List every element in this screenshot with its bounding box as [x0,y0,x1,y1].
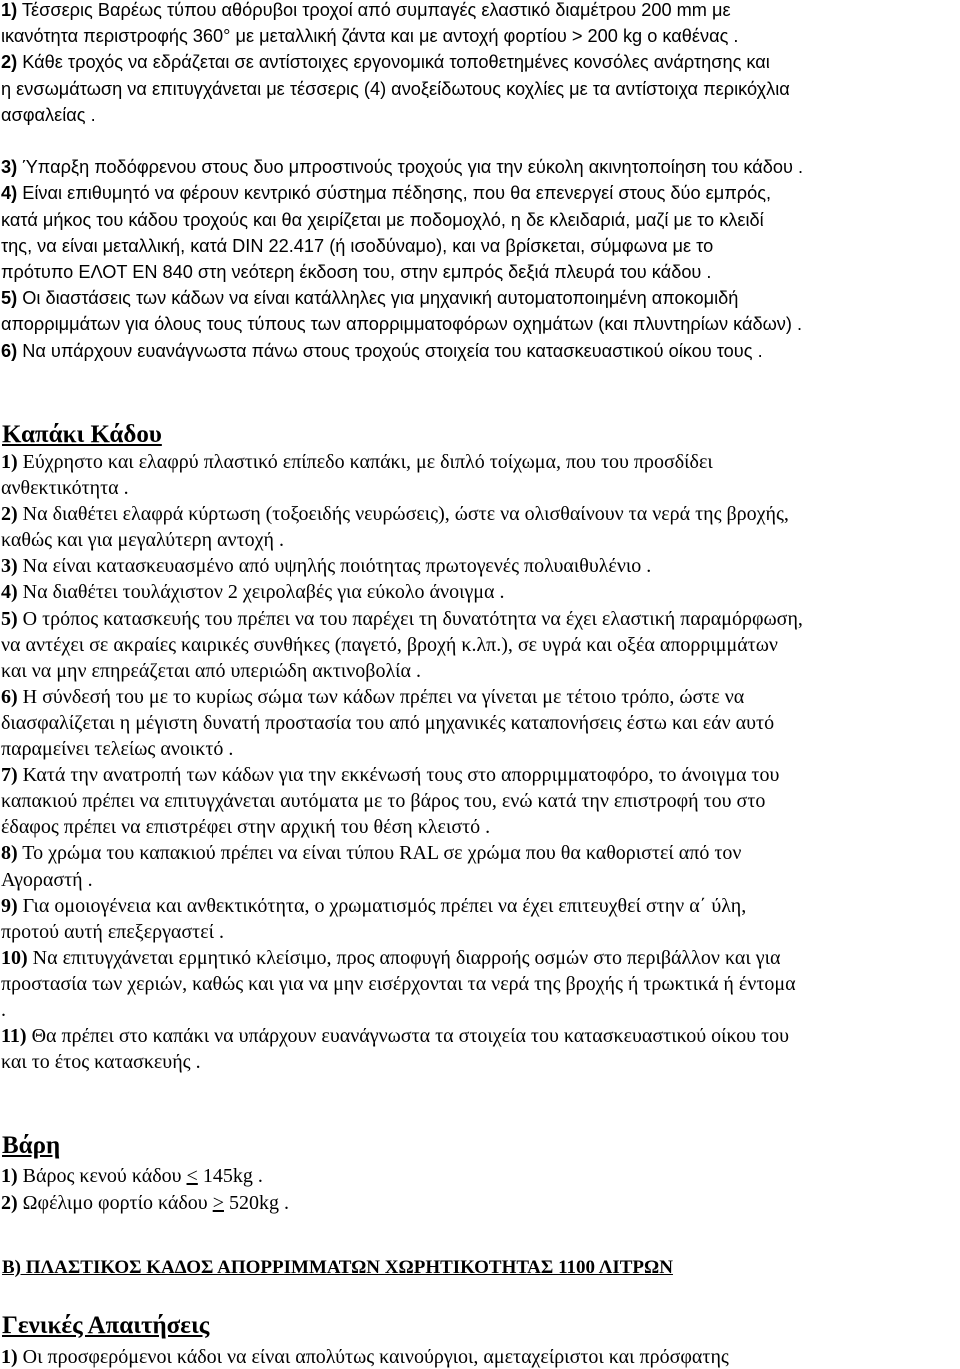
text-line [1,945,960,971]
text-line [1,919,960,945]
weights-item-2-text: Ωφέλιμο φορτίο κάδου [17,1192,213,1214]
line-text: ανθεκτικότητα . [1,477,129,500]
item-number: 10) [1,946,28,969]
item-number: 2) [1,52,18,73]
line-text: καθώς και για μεγαλύτερη αντοχή . [1,529,284,552]
text-line [1,867,960,893]
line-text: απορριμμάτων για όλους τους τύπους των απορριμματοφόρων οχημάτων (και πλυντηρίων κάδων) . [1,314,803,335]
weights-item-2 [1,1190,960,1216]
text-line [1,23,960,49]
line-text: κατά μήκος του κάδου τροχούς και θα χειρίζεται με ποδομοχλό, η δε κλειδαριά, μαζί με το κλειδί [1,209,764,230]
text-line [1,0,960,23]
line-text: ικανότητα περιστροφής 360° με μεταλλική ζάντα και με αντοχή φορτίου > 200 kg ο καθένας . [1,26,739,47]
line-text: Η σύνδεσή του με το κυρίως σώμα των κάδων πρέπει να γίνεται με τέτοιο τρόπο, ώστε να [17,685,745,708]
text-line [1,684,960,710]
item-number: 1) [1,0,18,20]
text-line [1,658,960,684]
text-line [1,710,960,736]
line-text: Οι διαστάσεις των κάδων να είναι κατάλληλες για μηχανική αυτοματοποιημένη αποκομιδή [17,288,739,309]
line-text: . [1,998,6,1021]
general-item-1-text: Οι προσφερόμενοι κάδοι να είναι απολύτως καινούργιοι, αμεταχείριστοι και πρόσφατης [17,1346,729,1368]
item-number: 7) [1,764,18,787]
weights-item-1-text: Βάρος κενού κάδου [17,1165,187,1187]
text-line [1,285,960,311]
line-text: Το χρώμα του καπακιού πρέπει να είναι τύπου RAL σε χρώμα που θα καθοριστεί από τον [17,842,742,865]
item-number: 1) [1,1346,18,1368]
item-number: 4) [1,183,18,204]
line-text: Ύπαρξη ποδόφρενου στους δυο μπροστινούς τροχούς για την εύκολη ακινητοποίηση του κάδου . [17,157,804,178]
text-line [1,501,960,527]
weights-item-1 [1,1163,960,1189]
line-text: Να διαθέτει ελαφρά κύρτωση (τοξοειδής νευρώσεις), ώστε να ολισθαίνουν τα νερά της βροχής, [17,503,789,526]
line-text: Για ομοιογένεια και ανθεκτικότητα, ο χρωματισμός πρέπει να έχει επιτευχθεί στην α΄ ύλη, [17,894,747,917]
text-line [1,840,960,866]
greater-equal-symbol: > [212,1192,224,1214]
item-number: 9) [1,894,18,917]
line-text: Να διαθέτει τουλάχιστον 2 χειρολαβές για εύκολο άνοιγμα . [17,581,505,604]
lid-heading: Καπάκι Κάδου [2,421,162,448]
line-text: Κατά την ανατροπή των κάδων για την εκκένωσή τους στο απορριμματοφόρο, το άνοιγμα του [17,764,780,787]
item-number: 2) [1,1192,18,1214]
line-text: Ο τρόπος κατασκευής του πρέπει να του παρέχει τη δυνατότητα να έχει ελαστική παραμόρφωση, [17,607,803,630]
text-line [1,736,960,762]
general-requirements-heading: Γενικές Απαιτήσεις [2,1312,210,1339]
text-line [1,154,960,180]
less-equal-symbol: < [186,1165,198,1187]
text-line [1,788,960,814]
weights-heading: Βάρη [2,1132,61,1159]
text-line [1,233,960,259]
text-line [1,997,960,1023]
item-number: 5) [1,607,18,630]
line-text: Τέσσερις Βαρέως τύπου αθόρυβοι τροχοί από συμπαγές ελαστικό διαμέτρου 200 mm με [17,0,731,20]
text-line [1,102,960,128]
line-text: Θα πρέπει στο καπάκι να υπάρχουν ευανάγνωστα τα στοιχεία του κατασκευαστικού οίκου του [26,1025,790,1048]
text-line [1,311,960,337]
text-line [1,449,960,475]
item-number: 5) [1,288,18,309]
line-text: της, να είναι μεταλλική, κατά DIN 22.417 (ή ισοδύναμο), και να βρίσκεται, σύμφωνα με το [1,235,714,256]
text-line [1,606,960,632]
line-text: Να είναι κατασκευασμένο από υψηλής ποιότητας πρωτογενές πολυαιθυλένιο . [17,555,652,578]
item-number: 11) [1,1025,27,1048]
text-line [1,579,960,605]
line-text: ασφαλείας . [1,104,96,125]
text-line [1,527,960,553]
item-number: 1) [1,1165,18,1187]
line-text: έδαφος πρέπει να επιστρέφει στην αρχική του θέση κλειστό . [1,816,491,839]
text-line [1,338,960,364]
text-line [1,49,960,75]
section-b-title: Β) ΠΛΑΣΤΙΚΟΣ ΚΑΔΟΣ ΑΠΟΡΡΙΜΜΑΤΩΝ ΧΩΡΗΤΙΚΟΤΗΤΑΣ 1100 ΛΙΤΡΩΝ [2,1257,673,1278]
line-text: προστασία των χεριών, καθώς και για να μην εισέρχονται τα νερά της βροχής ή τρωκτικά ή έντομα [1,972,796,995]
line-text: προτού αυτή επεξεργαστεί . [1,920,224,943]
line-text: παραμείνει τελείως ανοικτό . [1,738,234,761]
line-text: Είναι επιθυμητό να φέρουν κεντρικό σύστημα πέδησης, που θα επενεργεί στους δύο εμπρός, [17,183,772,204]
text-line [1,632,960,658]
weights-item-2-value: 520kg . [223,1192,289,1214]
item-number: 8) [1,842,18,865]
line-text: διασφαλίζεται η μέγιστη δυνατή προστασία του από μηχανικές καταπονήσεις έστω και εάν αυτό [1,711,775,734]
text-line [1,814,960,840]
text-line [1,475,960,501]
item-number: 1) [1,451,18,473]
text-line [1,76,960,102]
text-line [1,893,960,919]
text-line [1,1049,960,1075]
item-number: 4) [1,581,18,604]
line-text: πρότυπο ΕΛΟΤ ΕΝ 840 στη νεότερη έκδοση του, στην εμπρός δεξιά πλευρά του κάδου . [1,262,712,283]
item-number: 6) [1,340,18,361]
text-line [1,762,960,788]
item-number: 2) [1,503,18,526]
text-line [1,207,960,233]
text-line [1,553,960,579]
text-line [1,971,960,997]
line-text: να αντέχει σε ακραίες καιρικές συνθήκες (παγετό, βροχή κ.λπ.), σε υγρά και οξέα απορριμμάτων [1,633,778,656]
item-number: 3) [1,555,18,578]
weights-item-1-value: 145kg . [197,1165,263,1187]
item-number: 6) [1,685,18,708]
wheels-section [1,0,960,364]
line-text: Εύχρηστο και ελαφρύ πλαστικό επίπεδο καπάκι, με διπλό τοίχωμα, που του προσδίδει [17,451,713,473]
item-number: 3) [1,157,18,178]
text-line [1,259,960,285]
line-text: και να μην επηρεάζεται από υπεριώδη ακτινοβολία . [1,659,422,682]
line-text: Αγοραστή . [1,868,93,891]
line-text: και το έτος κατασκευής . [1,1051,201,1074]
lid-section [1,449,960,1075]
line-text: Να υπάρχουν ευανάγνωστα πάνω στους τροχούς στοιχεία του κατασκευαστικού οίκου τους . [17,340,763,361]
text-line [1,1023,960,1049]
line-text: Να επιτυγχάνεται ερμητικό κλείσιμο, προς αποφυγή διαρροής οσμών στο περιβάλλον και για [27,946,781,969]
line-text: η ενσωμάτωση να επιτυγχάνεται με τέσσερις (4) ανοξείδωτους κοχλίες με τα αντίστοιχα περικόχλια [1,78,790,99]
line-text: καπακιού πρέπει να επιτυγχάνεται αυτόματα με το βάρος του, ενώ κατά την επιστροφή του στο [1,790,766,813]
text-line [1,180,960,206]
text-line [1,128,960,154]
line-text: Κάθε τροχός να εδράζεται σε αντίστοιχες εργονομικά τοποθετημένες κονσόλες ανάρτησης και [17,52,770,73]
general-item-1 [1,1344,960,1369]
